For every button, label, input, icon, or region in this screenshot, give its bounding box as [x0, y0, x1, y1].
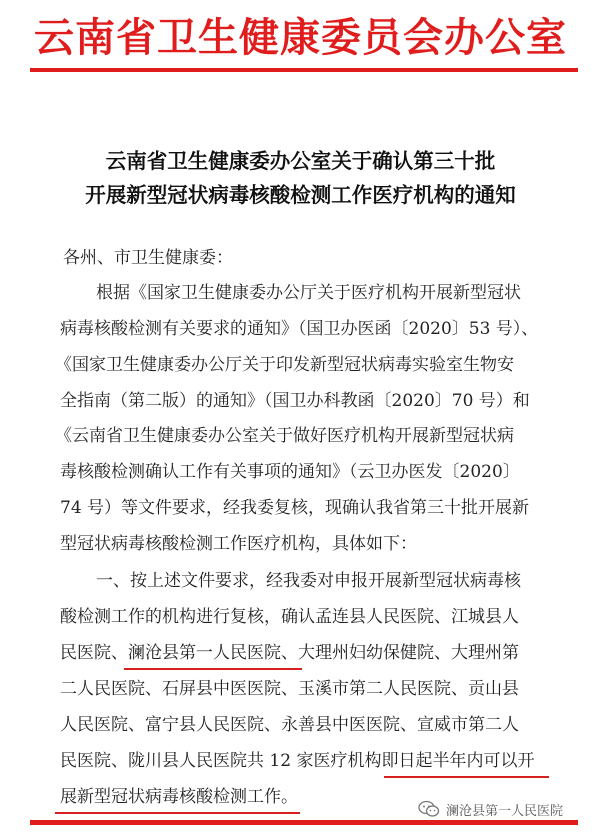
red-underline: [124, 668, 302, 670]
paragraph-line: [60, 787, 298, 807]
paragraph-line: 《云南省卫生健康委办公室关于做好医疗机构开展新型冠状病: [55, 426, 514, 446]
paragraph-line: 《国家卫生健康委办公厅关于印发新型冠状病毒实验室生物安: [55, 355, 514, 375]
paragraph-line: 二人民医院、石屏县中医医院、玉溪市第二人民医院、贡山县: [60, 679, 519, 699]
red-underline: [384, 776, 549, 778]
text-segment: 民医院、: [60, 643, 128, 663]
title-line-1: 云南省卫生健康委办公室关于确认第三十批: [105, 149, 496, 173]
wechat-icon: [418, 800, 440, 818]
title-line-2: 开展新型冠状病毒核酸检测工作医疗机构的通知: [85, 183, 516, 207]
paragraph-line: [60, 643, 519, 663]
paragraph-line: 人民医院、富宁县人民医院、永善县中医医院、宣威市第二人: [60, 715, 519, 735]
paragraph-line: [60, 751, 534, 771]
issuing-organization: 云南省卫生健康委员会办公室: [34, 14, 567, 61]
highlighted-text: 即日起半年内可以开: [381, 751, 535, 771]
paragraph-line: 一、按上述文件要求，经我委对申报开展新型冠状病毒核: [96, 571, 521, 591]
document-title: [0, 144, 601, 212]
paragraph-line: 根据《国家卫生健康委办公厅关于医疗机构开展新型冠状: [96, 283, 521, 303]
highlighted-text: 展新型冠状病毒核酸检测工作。: [60, 787, 298, 807]
account-watermark: [418, 797, 563, 821]
watermark-text: 澜沧县第一人民医院: [446, 803, 564, 819]
paragraph-line: 酸检测工作的机构进行复核，确认孟连县人民医院、江城县人: [60, 607, 519, 627]
highlighted-hospital-name: 澜沧县第一人民医院、: [128, 643, 298, 663]
text-segment: 大理州妇幼保健院、大理州第: [298, 643, 519, 663]
red-underline: [55, 812, 300, 814]
salutation: 各州、市卫生健康委：: [63, 248, 233, 268]
text-segment: 民医院、陇川县人民医院共 12 家医疗机构: [60, 751, 382, 771]
paragraph-line: 74 号）等文件要求，经我委复核，现确认我省第三十批开展新: [60, 498, 530, 518]
paragraph-line: 毒核酸检测确认工作有关事项的通知》（云卫办医发〔2020〕: [60, 462, 520, 482]
footer-red-rule: [30, 820, 578, 825]
paragraph-line: 型冠状病毒核酸检测工作医疗机构，具体如下：: [60, 534, 417, 554]
header-red-rule: [30, 68, 578, 72]
paragraph-line: 病毒核酸检测有关要求的通知》（国卫办医函〔2020〕53 号）、: [60, 319, 539, 339]
paragraph-line: 全指南（第二版）的通知》（国卫办科教函〔2020〕70 号）和: [60, 391, 530, 411]
